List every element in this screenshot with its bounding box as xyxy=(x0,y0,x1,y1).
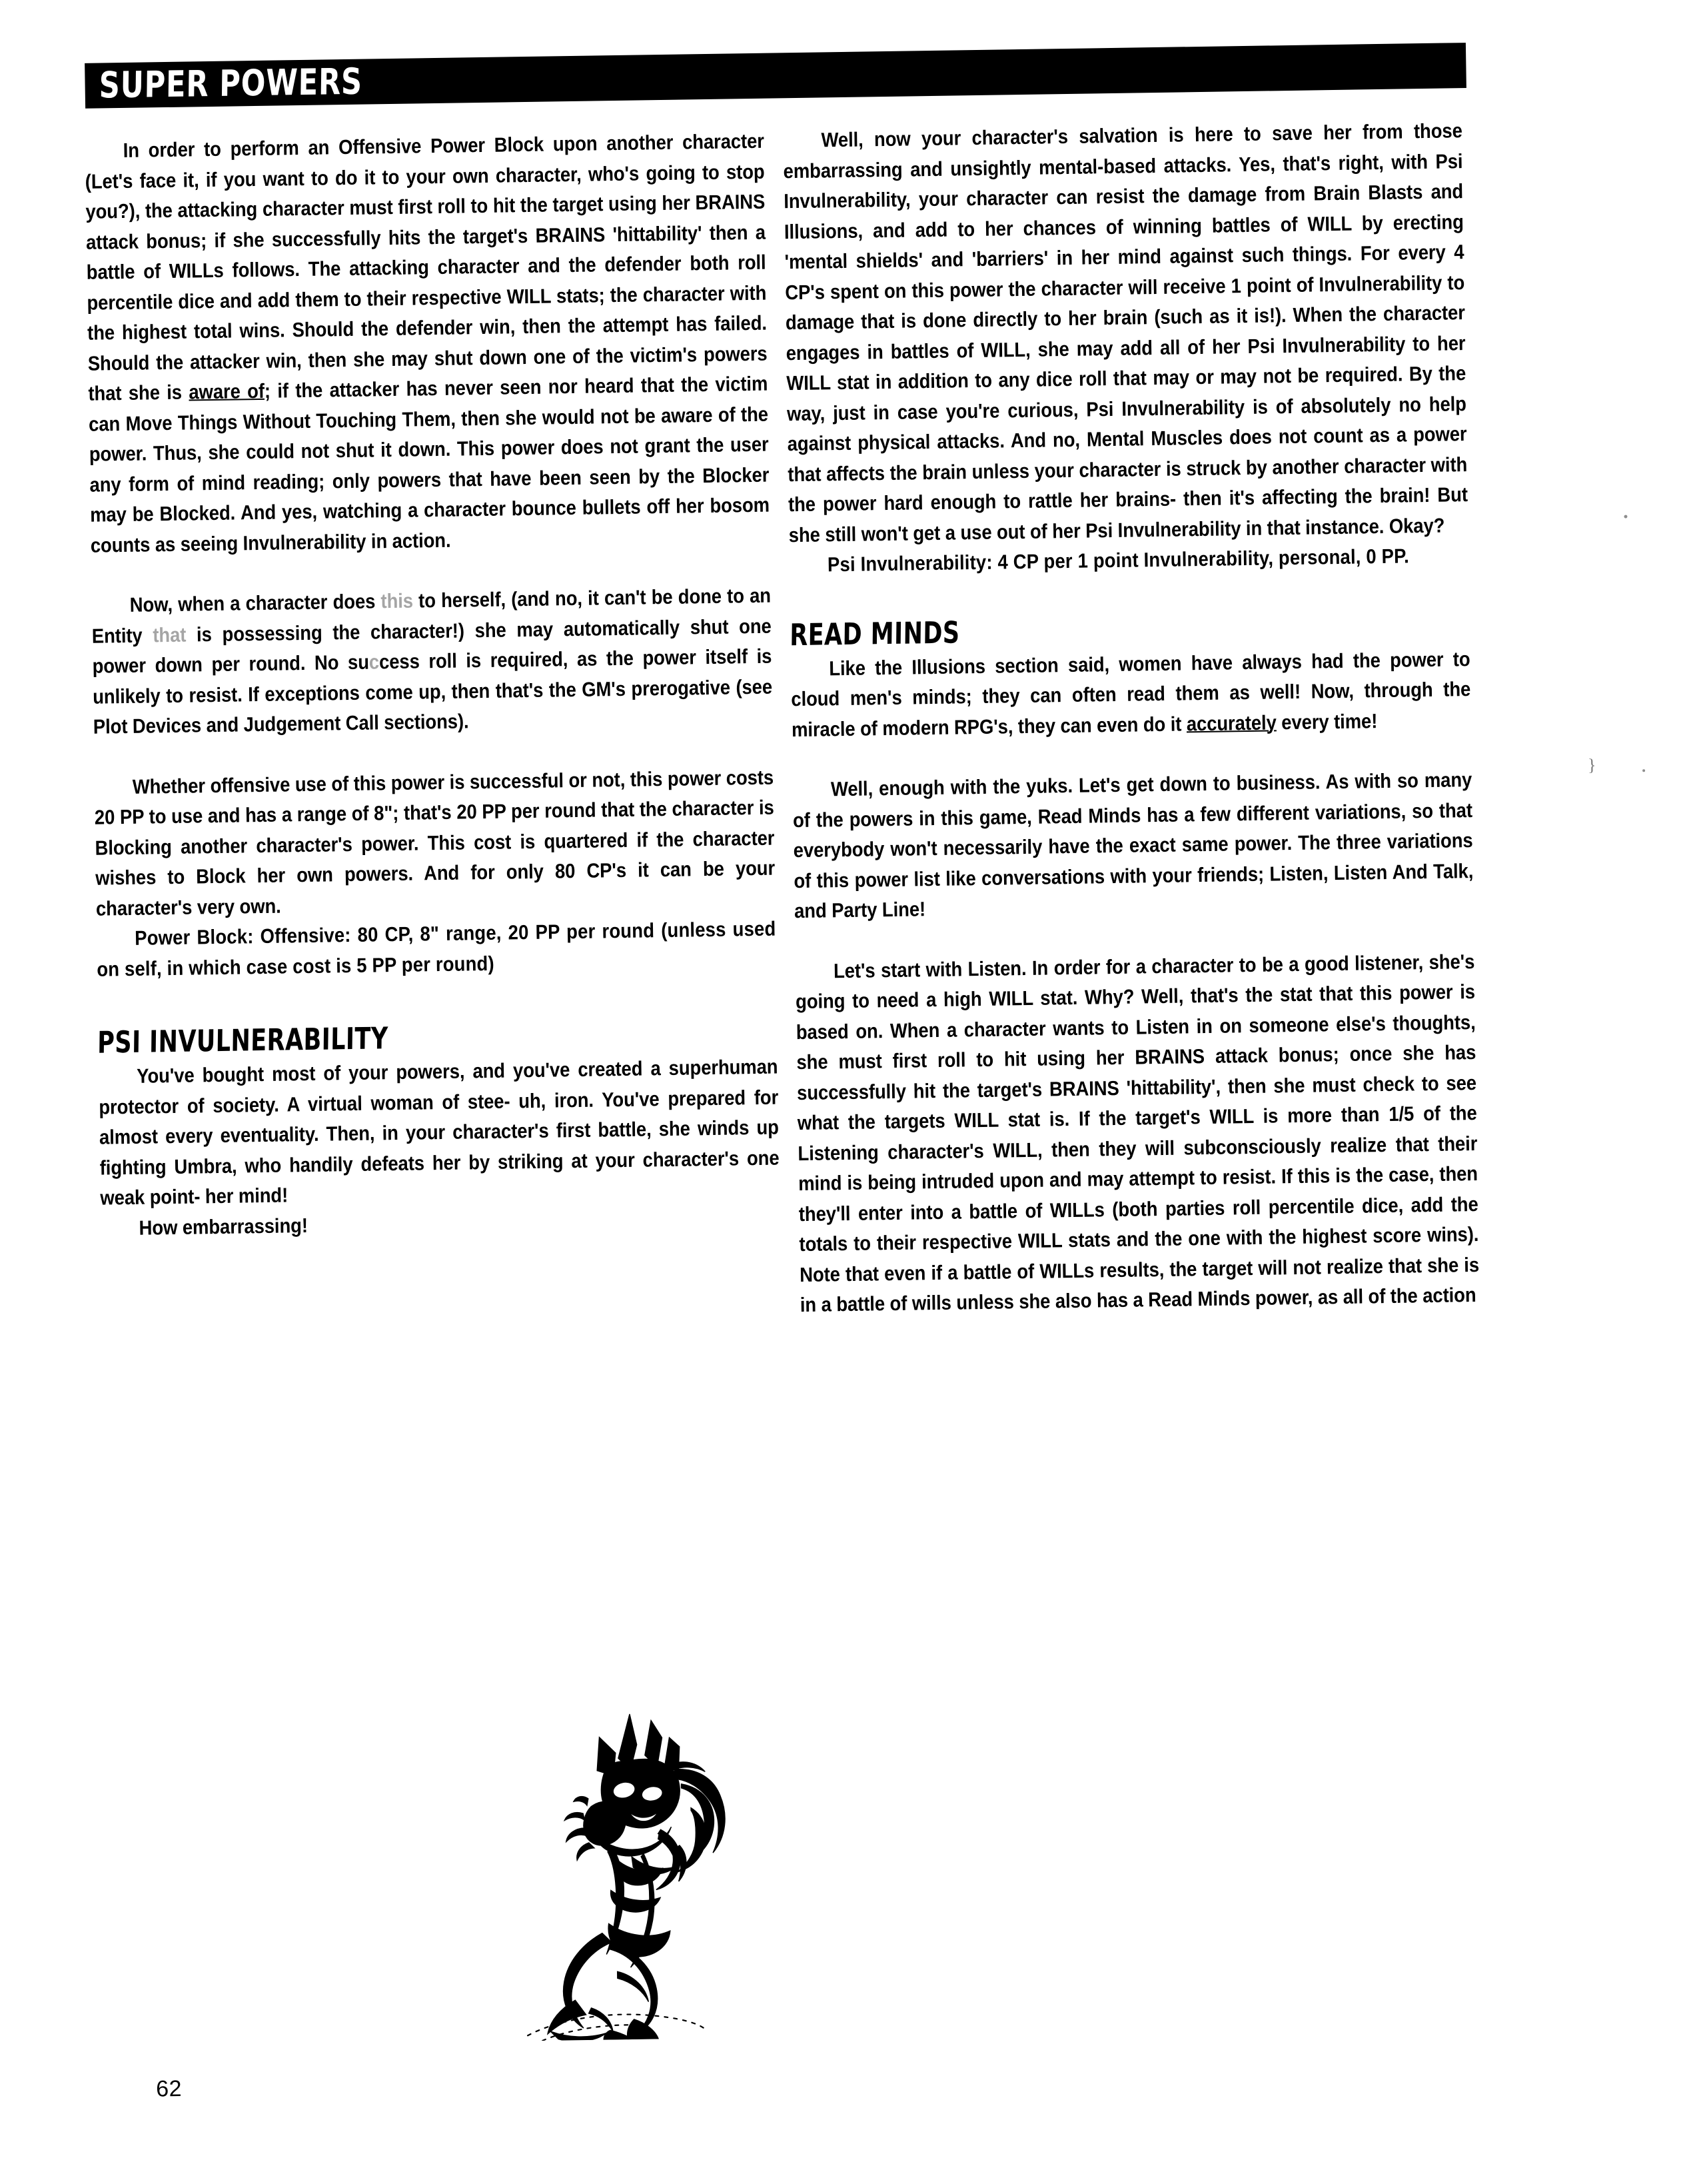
paragraph-psi-invuln-setup xyxy=(98,1052,780,1214)
page-number: 62 xyxy=(155,2075,183,2102)
paragraph-power-block-on-self xyxy=(91,581,773,743)
scan-artifact-speck xyxy=(1624,515,1627,519)
stat-block-power-block: Power Block: Offensive: 80 CP, 8" range, 20 PP per round (unless used on self, in which case cost is 5 PP per round) xyxy=(97,917,776,981)
section-heading-psi-invulnerability: PSI INVULNERABILITY xyxy=(97,1020,388,1060)
text-run: Well, enough with the yuks. Let's get down to business. As with so many of the powers in this game, Read Minds has a few different variations, so that everybody won't necessarily have the exact same power. The three variations of this power list like conversations with your friends; Listen, Listen And Talk, and Party Line! xyxy=(792,768,1474,923)
underlined-phrase-accurately: accurately xyxy=(1186,710,1277,735)
text-run: You've bought most of your powers, and you've created a superhuman protector of society. A virtual woman of stee- uh, iron. You've prepared for almost every eventuality. Then, in your character's first battle, she winds up fighting Umbra, who handily defeats her by striking at your character's one weak point- her mind! xyxy=(99,1055,780,1210)
text-run: Like the Illusions section said, women have always had the power to cloud men's minds; they can often read them as well! Now, through the miracle of modern RPG's, they can even do it xyxy=(791,647,1471,741)
text-run: . In order for a character to be a good listener, she's going to need a high WILL stat. Why? Well, that's the stat that this power is based on. When a character wants to Listen in on someone else's thoughts, she must first roll to hit using her BRAINS attack bonus; once she has successfully hit the target's BRAINS 'hittability', then she must check to see what the targets WILL stat is. If the target's WILL is more than 1/5 of the Listening character's WILL, then they will subconsciously realize that their mind is being intruded upon and may attempt to resist. If this is the case, then they'll enter into a battle of WILLs (both parties roll percentile dice, add the totals to their respective WILL stats and the one with the highest score wins). Note that even if a battle of WILLs results, the target will not realize that she is in a battle of wills unless she also has a Read Minds power, as all of the action xyxy=(795,950,1480,1317)
section-heading-read-minds: READ MINDS xyxy=(789,614,960,652)
text-run: Whether offensive use of this power is successful or not, this power costs 20 PP to use and has a range of 8"; that's 20 PP per round that the character is Blocking another character's power. This cost is quartered if the character wishes to Block her own powers. And for only 80 CP's it can be your character's very own. xyxy=(94,766,776,920)
text-run: every time! xyxy=(1276,709,1378,734)
text-run: cess roll is required, as the power itself is unlikely to resist. If exceptions come up, then that's the GM's prerogative (see Plot Devices and Judgement Call sections). xyxy=(92,644,773,738)
scan-degraded-letter: c xyxy=(368,650,380,674)
bold-term-listen: Listen xyxy=(967,956,1022,980)
text-run: In order to perform an Offensive Power Block upon another character (Let's face it, if you want to do it to your own character, who's going to stop you?), the attacking character must first roll to hit the target using her BRAINS attack bonus; if she successfully hits the target's BRAINS 'hittability' then a battle of WILLs follows. The attacking character and the defender both roll percentile dice and add them to their respective WILL stats; the character with the highest total wins. Should the defender win, then the attempt has failed. Should the attacker win, then she may shut down one of the victim's powers that she is xyxy=(85,129,768,405)
paragraph-read-minds-listen xyxy=(795,947,1480,1321)
text-run: to herself, (and no, it can't be done to an Entity xyxy=(91,584,772,648)
paragraph-read-minds-variations xyxy=(792,765,1474,927)
text-run: is possessing the character!) she may automatically shut one power down per round. No su xyxy=(92,614,772,678)
paragraph-read-minds-intro xyxy=(790,644,1471,746)
underlined-phrase-aware-of: aware of xyxy=(189,379,265,404)
text-run: Let's start with xyxy=(833,957,968,982)
scan-artifact-speck xyxy=(1642,769,1645,772)
paragraph-power-block-offensive-intro xyxy=(85,127,770,561)
stat-block-psi-invulnerability: Psi Invulnerability: 4 CP per 1 point Invulnerability, personal, 0 PP. xyxy=(827,545,1410,576)
kneeling-masked-heroine-illustration xyxy=(499,1703,790,2041)
text-run: How embarrassing! xyxy=(139,1214,308,1240)
paragraph-power-block-cost xyxy=(94,762,776,924)
paragraph-psi-invuln-rules xyxy=(783,116,1468,550)
text-run: Now, when a character does xyxy=(129,590,381,616)
right-column xyxy=(783,116,1480,1320)
scan-degraded-word: that xyxy=(153,623,187,646)
text-run: ; if the attacker has never seen nor heard that the victim can Move Things Without Touching Them, then she would not be aware of the power. Thus, she could not shut it down. This power does not grant the user any form of mind reading; only powers that have been seen by the Blocker may be Blocked. And yes, watching a character bounce bullets off her bosom counts as seeing Invulnerability in action. xyxy=(88,372,770,557)
running-head-title: SUPER POWERS xyxy=(99,60,363,107)
text-run: Well, now your character's salvation is here to save her from those embarrassing and unsightly mental-based attacks. Yes, that's right, with Psi Invulnerability, your character can resist the damage from Brain Blasts and Illusions, and add to her chances of winning battles of WILL by erecting 'mental shields' and 'barriers' in her mind against such things. For every 4 CP's spent on this power the character will receive 1 point of Invulnerability to damage that is done directly to her brain (such as it is!). When the character engages in battles of WILL, she may add all of her Psi Invulnerability to her WILL stat in addition to any dice roll that may or may not be required. By the way, just in case you're curious, Psi Invulnerability is of absolutely no help against physical attacks. And no, Mental Muscles does not count as a power that affects the brain unless your character is struck by another character with the power hard enough to rattle her brains- then it's affecting the brain! But she still won't get a use out of her Psi Invulnerability in that instance. Okay? xyxy=(783,119,1468,546)
left-column xyxy=(85,127,781,1244)
scan-artifact-margin-mark: } xyxy=(1587,755,1596,775)
scan-degraded-word: this xyxy=(380,589,414,613)
